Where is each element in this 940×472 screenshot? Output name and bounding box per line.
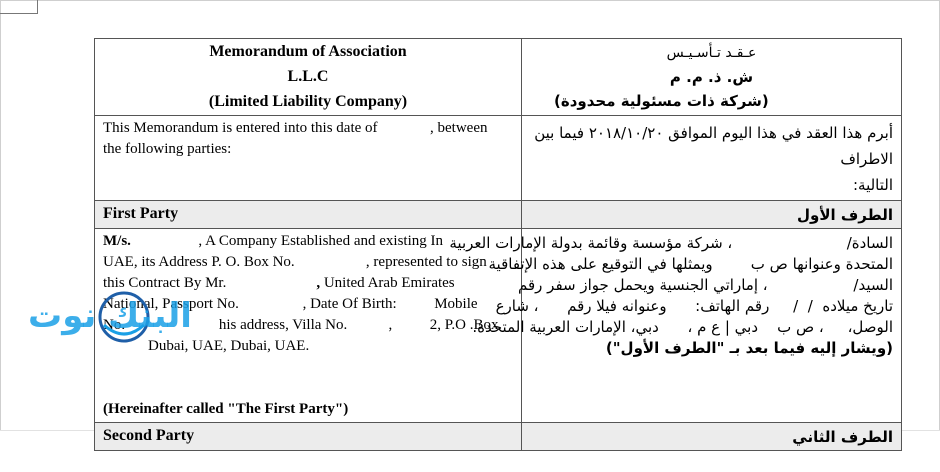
arabic-second-party-heading: الطرف الثاني — [521, 423, 901, 451]
second-party-heading-row — [95, 423, 902, 451]
english-fp-line-5: No. his address, Villa No. , 2, P.O .Box — [103, 317, 499, 333]
arabic-fp-line-2: المتحدة وعنوانها ص ب ويمثلها في التوقيع على هذه الإتفاقية — [488, 255, 893, 273]
crop-mark-top-vertical — [37, 0, 38, 14]
english-fp-line-3: this Contract By Mr. , United Arab Emirates — [103, 275, 455, 291]
arabic-company-type-full: (شركة ذات مسئولية محدودة) — [553, 92, 769, 110]
english-fp-line-3-a: this Contract By Mr. — [103, 275, 227, 291]
english-intro-cell — [95, 116, 522, 201]
english-intro-line-1: This Memorandum is entered into this date of , between — [103, 120, 488, 136]
english-fp-line-2: UAE, its Address P. O. Box No. , represented to sign — [103, 254, 487, 270]
arabic-title: عـقـد تـأسـيـس — [666, 45, 757, 61]
english-company-type: L.L.C — [287, 68, 329, 85]
arabic-intro-line-1: أبرم هذا العقد في هذا اليوم الموافق ٢٠١٨/١٠/٢٠ فيما بين الاطراف — [534, 124, 893, 168]
arabic-fp-line-3: السيد/ ، إماراتي الجنسية ويحمل جواز سفر رقم — [518, 276, 893, 294]
logo-text: البنك نوت — [28, 296, 192, 336]
first-party-heading-row — [95, 201, 902, 229]
arabic-intro-line-2: التالية: — [852, 176, 893, 194]
contract-table — [94, 38, 902, 451]
arabic-fp-line-5: الوصل، ، ص ب دبي | ع م ، دبي، الإمارات العربية المتحدة. — [472, 318, 893, 336]
first-party-body-row — [95, 229, 902, 423]
english-company-type-full: (Limited Liability Company) — [208, 93, 408, 110]
english-header-cell — [95, 39, 522, 116]
arabic-first-party-heading: الطرف الأول — [521, 201, 901, 229]
arabic-header-cell — [521, 39, 901, 116]
arabic-company-type: ش. ذ. م. م — [669, 68, 754, 86]
crop-mark-top-horizontal — [0, 13, 37, 14]
english-fp-closing: (Hereinafter called "The First Party") — [103, 401, 349, 417]
english-first-party-heading: First Party — [95, 201, 522, 229]
arabic-fp-line-4: تاريخ ميلاده / / رقم الهاتف: وعنوانه فيلا رقم ، شارع — [495, 297, 893, 315]
arabic-first-party-cell — [449, 229, 901, 423]
arabic-fp-line-1: السادة/ ، شركة مؤسسة وقائمة بدولة الإمارات العربية — [449, 234, 893, 252]
english-intro-line-2: the following parties: — [103, 141, 232, 157]
english-fp-line-4: National, Passport No. , Date Of Birth: Mobile — [103, 296, 478, 312]
english-fp-line-1-text: , A Company Established and existing In — [130, 233, 443, 249]
english-fp-line-3-b: United Arab Emirates — [323, 275, 455, 291]
arabic-fp-closing: (ويشار إليه فيما بعد بـ "الطرف الأول") — [605, 339, 893, 357]
english-fp-line-6: Dubai, UAE, Dubai, UAE. — [103, 338, 310, 354]
header-row — [95, 39, 902, 116]
albank-note-logo — [28, 285, 192, 347]
arabic-intro-cell — [521, 116, 901, 201]
english-second-party-heading: Second Party — [95, 423, 522, 451]
intro-row — [95, 116, 902, 201]
english-ms-label: M/s. — [103, 233, 131, 249]
english-title: Memorandum of Association — [209, 43, 407, 60]
